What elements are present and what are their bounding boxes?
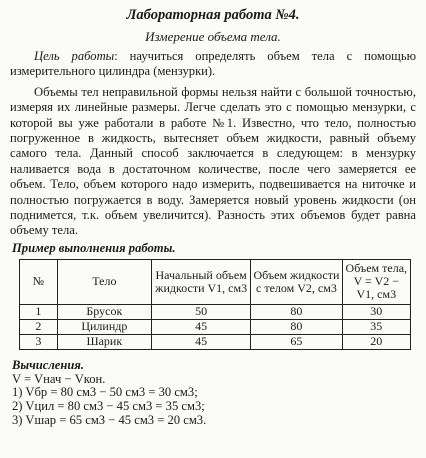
cell-body: Брусок [57, 304, 151, 319]
calculation-line: 2) Vцил = 80 см3 − 45 см3 = 35 см3; [12, 399, 205, 414]
header-v1: Начальный объем жидкости V1, см3 [152, 259, 251, 304]
cell-body: Шарик [57, 334, 151, 349]
results-table [19, 259, 411, 350]
body-paragraph: Объемы тел неправильной формы нельзя найти с большой точностью, измеряя их линейные размеры. Легче сделать это с помощью мензурки, с которой вы уже работали в работе №1. Известно, что тело, полностью погруженное в жидкость, вытесняет объем жидкости, равный объему самого тела. Данный способ заключается в следующем: в мензурку наливается вода в достаточном количестве, после чего замеряется ее объем. Тело, объем которого надо измерить, подвешивается на ниточке и полностью погружается в воду. Замеряется новый уровень жидкости (он поднимется, т.к. объем увеличится). Разность этих объемов будет равна объему тела. [10, 84, 416, 238]
cell-v: 30 [342, 304, 410, 319]
calculation-line: 1) Vбр = 80 см3 − 50 см3 = 30 см3; [12, 385, 198, 400]
goal-label: Цель работы [34, 49, 115, 63]
calculation-line: 3) Vшар = 65 см3 − 45 см3 = 20 см3. [12, 412, 207, 427]
header-number: № [20, 259, 58, 304]
page-title: Лабораторная работа №4. [126, 7, 300, 23]
cell-v2: 80 [251, 319, 342, 334]
page-subtitle: Измерение объема тела. [145, 29, 281, 44]
cell-number: 2 [20, 319, 58, 334]
cell-v1: 50 [152, 304, 251, 319]
cell-body: Цилиндр [57, 319, 151, 334]
cell-v: 20 [342, 334, 410, 349]
header-v: Объем тела, V = V2 − V1, см3 [342, 259, 410, 304]
cell-number: 1 [20, 304, 58, 319]
cell-v: 35 [342, 319, 410, 334]
example-heading: Пример выполнения работы. [12, 240, 176, 255]
table-header-row [20, 259, 411, 304]
cell-v1: 45 [152, 334, 251, 349]
cell-v2: 65 [251, 334, 342, 349]
cell-number: 3 [20, 334, 58, 349]
calculations-heading: Вычисления. [12, 357, 85, 372]
cell-v2: 80 [251, 304, 342, 319]
header-v2: Объем жидкости с телом V2, см3 [251, 259, 342, 304]
calculations-formula: V = Vнач − Vкон. [12, 371, 106, 386]
table-row [20, 319, 411, 334]
goal-paragraph [10, 49, 416, 80]
header-body: Тело [57, 259, 151, 304]
cell-v1: 45 [152, 319, 251, 334]
table-row [20, 304, 411, 319]
goal-text: : научиться определять объем тела с помощью измерительного цилиндра (мензурки). [10, 49, 416, 79]
table-row [20, 334, 411, 349]
